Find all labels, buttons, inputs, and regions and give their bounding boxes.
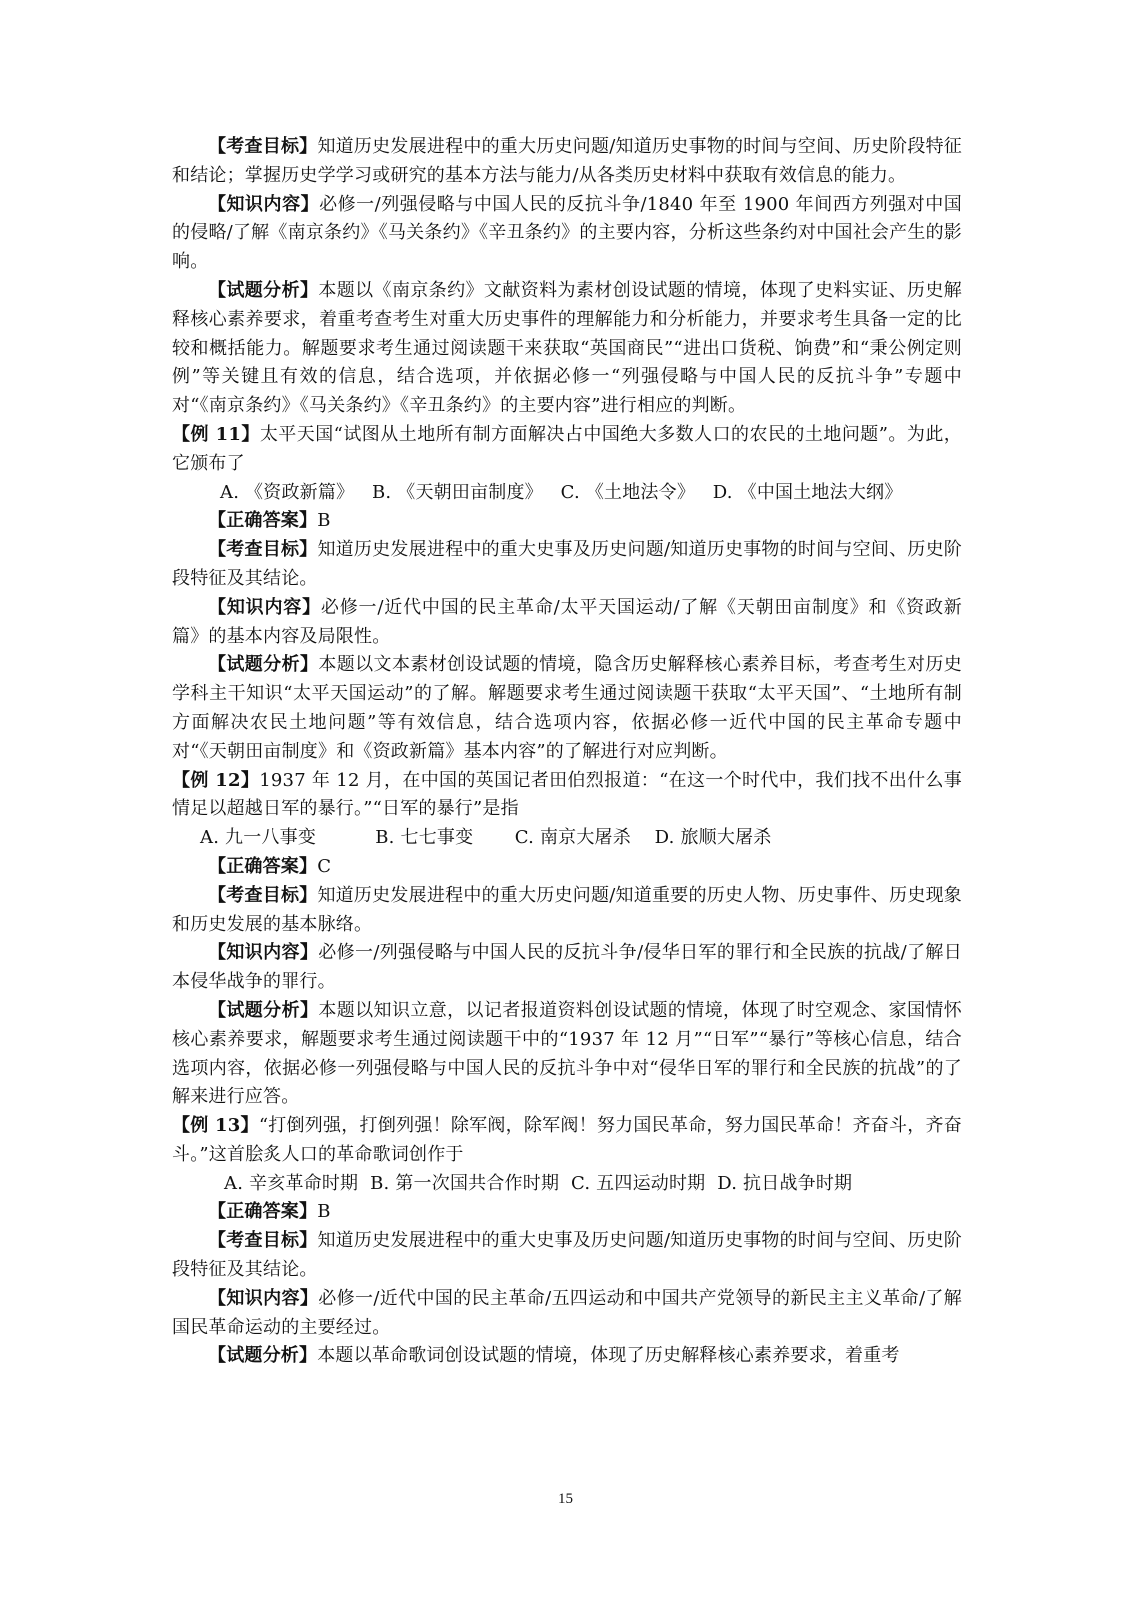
section-label: 【试题分析】	[208, 279, 319, 301]
paragraph-text: 必修一/近代中国的民主革命/太平天国运动/了解《天朝田亩制度》和《资政新篇》的基本内容及局限性。	[172, 596, 962, 647]
section-label: 【考查目标】	[208, 884, 318, 906]
paragraph-text: 必修一/列强侵略与中国人民的反抗斗争/1840 年至 1900 年间西方列强对中国的侵略/了解《南京条约》《马关条约》《辛丑条约》的主要内容，分析这些条约对中国社会产生的影响。	[172, 193, 963, 273]
paragraph	[172, 651, 962, 766]
section-label: 【正确答案】	[208, 510, 318, 532]
paragraph-text: 本题以《南京条约》文献资料为素材创设试题的情境，体现了史料实证、历史解释核心素养要求，着重考查考生对重大历史事件的理解能力和分析能力，并要求考生具备一定的比较和概括能力。解题要求考生通过阅读题干来获取“英国商民”“进出口货税、饷费”和“秉公例定则例”等关键且有效的信息，结合选项，并依据必修一“列强侵略与中国人民的反抗斗争”专题中对“《南京条约》《马关条约》《辛丑条约》的主要内容”进行相应的判断。	[172, 279, 962, 417]
paragraph	[172, 1285, 962, 1343]
answer-options	[172, 1170, 962, 1199]
paragraph-text: A. 《资政新篇》 B. 《天朝田亩制度》 C. 《土地法令》 D. 《中国土地法大纲》	[220, 481, 903, 503]
section-label: 【知识内容】	[208, 1287, 319, 1309]
section-label: 【知识内容】	[208, 596, 321, 618]
paragraph	[172, 1227, 962, 1285]
paragraph	[172, 1198, 962, 1227]
paragraph-text: “打倒列强，打倒列强！除军阀，除军阀！努力国民革命，努力国民革命！齐奋斗，齐奋斗。”这首脍炙人口的革命歌词创作于	[172, 1115, 963, 1165]
section-label: 【考查目标】	[208, 539, 318, 561]
section-label: 【例 12】	[172, 769, 260, 791]
paragraph	[172, 507, 962, 536]
paragraph-text: 本题以文本素材创设试题的情境，隐含历史解释核心素养目标，考查考生对历史学科主干知识“太平天国运动”的了解。解题要求考生通过阅读题干获取“太平天国”、“土地所有制方面解决农民土地问题”等有效信息，结合选项内容，依据必修一近代中国的民主革命专题中对“《天朝田亩制度》和《资政新篇》基本内容”的了解进行对应判断。	[172, 654, 962, 762]
page-number: 15	[558, 1491, 573, 1507]
paragraph-text: B	[317, 510, 331, 532]
paragraph	[172, 191, 962, 277]
paragraph	[172, 1342, 962, 1371]
example-question	[172, 767, 962, 825]
section-label: 【例 11】	[172, 423, 260, 445]
paragraph	[172, 277, 962, 421]
paragraph-text: A. 辛亥革命时期 B. 第一次国共合作时期 C. 五四运动时期 D. 抗日战争时期	[224, 1172, 853, 1194]
paragraph-text: 知道历史发展进程中的重大史事及历史问题/知道历史事物的时间与空间、历史阶段特征及其结论。	[172, 539, 963, 589]
section-label: 【考查目标】	[208, 136, 318, 157]
paragraph	[172, 939, 962, 997]
section-label: 【正确答案】	[208, 1201, 318, 1223]
paragraph-text: 知道历史发展进程中的重大历史问题/知道重要的历史人物、历史事件、历史现象和历史发展的基本脉络。	[172, 884, 963, 935]
paragraph-text: 太平天国“试图从土地所有制方面解决占中国绝大多数人口的农民的土地问题”。为此，它颁布了	[172, 423, 962, 474]
section-label: 【知识内容】	[208, 193, 320, 215]
paragraph-text: 本题以革命歌词创设试题的情境，体现了历史解释核心素养要求，着重考	[317, 1345, 900, 1367]
paragraph-text: 1937 年 12 月，在中国的英国记者田伯烈报道：“在这一个时代中，我们找不出什么事情足以超越日军的暴行。”“日军的暴行”是指	[172, 769, 963, 820]
paragraph	[172, 536, 962, 594]
paragraph-text: C	[317, 855, 332, 877]
section-label: 【正确答案】	[208, 855, 318, 877]
example-question	[172, 1112, 962, 1170]
paragraph-text: B	[317, 1201, 331, 1223]
paragraph	[172, 853, 962, 882]
paragraph-text: 知道历史发展进程中的重大历史问题/知道历史事物的时间与空间、历史阶段特征和结论；掌握历史学学习或研究的基本方法与能力/从各类历史材料中获取有效信息的能力。	[172, 136, 963, 186]
section-label: 【试题分析】	[208, 999, 319, 1021]
section-label: 【例 13】	[172, 1115, 259, 1137]
section-label: 【知识内容】	[208, 942, 319, 964]
section-label: 【考查目标】	[208, 1230, 318, 1252]
section-label: 【试题分析】	[208, 1345, 318, 1367]
paragraph-text: A. 九一八事变 B. 七七事变 C. 南京大屠杀 D. 旅顺大屠杀	[200, 827, 772, 849]
paragraph	[172, 594, 962, 652]
page-content	[172, 133, 962, 1371]
paragraph-text: 必修一/列强侵略与中国人民的反抗斗争/侵华日军的罪行和全民族的抗战/了解日本侵华战争的罪行。	[172, 942, 962, 993]
paragraph	[172, 882, 962, 940]
section-label: 【试题分析】	[208, 654, 319, 676]
paragraph-text: 本题以知识立意，以记者报道资料创设试题的情境，体现了时空观念、家国情怀核心素养要求，解题要求考生通过阅读题干中的“1937 年 12 月”“日军”“暴行”等核心信息，结合选项内容，依据必修一列强侵略与中国人民的反抗斗争中对“侵华日军的罪行和全民族的抗战”的了解来进行应答。	[172, 999, 962, 1108]
paragraph-text: 必修一/近代中国的民主革命/五四运动和中国共产党领导的新民主主义革命/了解国民革命运动的主要经过。	[172, 1287, 962, 1338]
answer-options	[172, 479, 962, 508]
paragraph-text: 知道历史发展进程中的重大史事及历史问题/知道历史事物的时间与空间、历史阶段特征及其结论。	[172, 1230, 963, 1281]
paragraph	[172, 133, 962, 191]
example-question	[172, 421, 962, 479]
answer-options	[172, 824, 962, 853]
paragraph	[172, 997, 962, 1112]
